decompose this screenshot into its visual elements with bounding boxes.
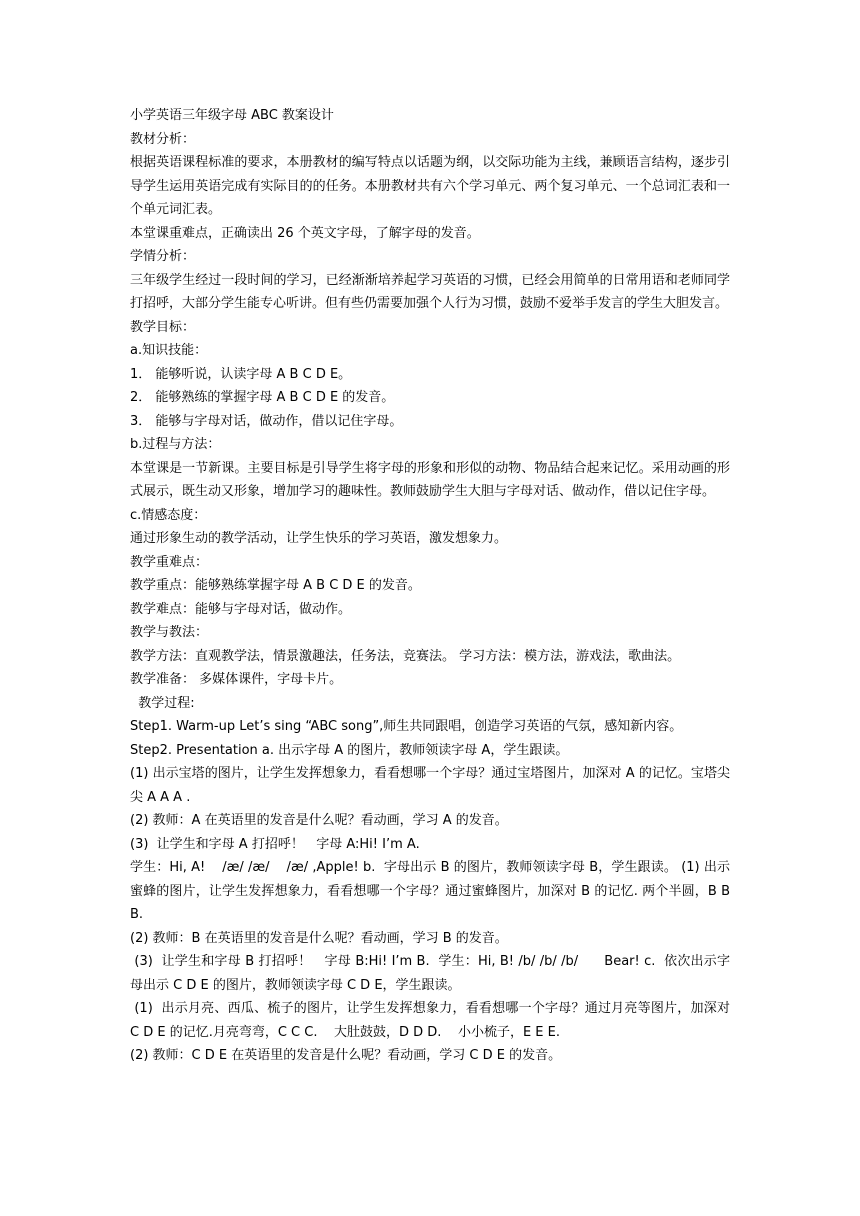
goal-item-1: 1． 能够听说，认读字母 A B C D E。 xyxy=(130,366,352,382)
subheading-knowledge: a.知识技能： xyxy=(130,343,208,358)
step-1: Step1. Warm-up Let’s sing “ABC song”,师生共同跟唱，创造学习英语的气氛，感知新内容。 xyxy=(130,719,683,734)
procedure-c-2: (2) 教师：C D E 在英语里的发音是什么呢？看动画，学习 C D E 的发音。 xyxy=(130,1048,562,1063)
procedure-b-3: (3) 让学生和字母 B 打招呼！ 字母 B:Hi! I’m B. 学生：Hi, B! /b/ /b/ /b/ Bear! c. 依次出示字母出示 C D E 的图片，教师领读字母 C D E，学生跟读。 xyxy=(130,954,731,993)
goal-item-3: 3． 能够与字母对话，做动作，借以记住字母。 xyxy=(130,413,403,429)
paragraph-process: 本堂课是一节新课。主要目标是引导学生将字母的形象和形似的动物、物品结合起来记忆。采用动画的形式展示，既生动又形象，增加学习的趣味性。教师鼓励学生大胆与字母对话、做动作，借以记住字母。 xyxy=(130,460,730,499)
paragraph-preparation: 教学准备： 多媒体课件，字母卡片。 xyxy=(130,672,343,687)
section-heading-methods: 教学与教法： xyxy=(130,625,209,640)
subheading-attitude: c.情感态度： xyxy=(130,507,207,523)
paragraph-key-points: 本堂课重难点，正确读出 26 个英文字母，了解字母的发音。 xyxy=(130,225,480,241)
procedure-c-1: (1) 出示月亮、西瓜、梳子的图片，让学生发挥想象力，看看想哪一个字母？通过月亮等图片，加深对 C D E 的记忆.月亮弯弯，C C C. 大肚鼓鼓，D D D. 小小梳子，E E E. xyxy=(130,1001,735,1040)
goal-item-2: 2． 能够熟练的掌握字母 A B C D E 的发音。 xyxy=(130,390,395,405)
section-heading-materials: 教材分析： xyxy=(130,131,196,147)
procedure-a-3: (3) 让学生和字母 A 打招呼！ 字母 A:Hi! I’m A. xyxy=(130,836,420,852)
doc-title: 小学英语三年级字母 ABC 教案设计 xyxy=(130,108,334,123)
paragraph-methods: 教学方法：直观教学法，情景激趣法，任务法，竞赛法。 学习方法：模方法，游戏法，歌曲法。 xyxy=(130,648,681,664)
paragraph-difficulty: 教学难点：能够与字母对话，做动作。 xyxy=(130,601,352,617)
section-heading-goals: 教学目标： xyxy=(130,319,196,335)
section-heading-procedure: 教学过程: xyxy=(130,695,195,711)
section-heading-focus: 教学重难点： xyxy=(130,554,209,570)
procedure-a-2: (2) 教师：A 在英语里的发音是什么呢？看动画，学习 A 的发音。 xyxy=(130,813,508,828)
paragraph-materials: 根据英语课程标准的要求，本册教材的编写特点以话题为纲，以交际功能为主线，兼顾语言结构，逐步引导学生运用英语完成有实际目的的任务。本册教材共有六个学习单元、两个复习单元、一个总词汇表和一个单元词汇表。 xyxy=(130,155,730,217)
lesson-plan-text xyxy=(130,104,735,1068)
section-heading-students: 学情分析： xyxy=(130,249,196,264)
paragraph-focus: 教学重点：能够熟练掌握字母 A B C D E 的发音。 xyxy=(130,578,421,593)
procedure-b-2: (2) 教师：B 在英语里的发音是什么呢？看动画，学习 B 的发音。 xyxy=(130,930,508,946)
subheading-process: b.过程与方法： xyxy=(130,437,221,452)
step-2: Step2. Presentation a. 出示字母 A 的图片，教师领读字母 A，学生跟读。 xyxy=(130,742,569,758)
paragraph-students: 三年级学生经过一段时间的学习，已经渐渐培养起学习英语的习惯，已经会用简单的日常用语和老师同学打招呼，大部分学生能专心听讲。但有些仍需要加强个人行为习惯，鼓励不爱举手发言的学生大胆发言。 xyxy=(130,272,730,311)
procedure-a-1: (1) 出示宝塔的图片，让学生发挥想象力，看看想哪一个字母？通过宝塔图片，加深对 A 的记忆。宝塔尖尖 A A A . xyxy=(130,766,730,805)
paragraph-attitude: 通过形象生动的教学活动，让学生快乐的学习英语，激发想象力。 xyxy=(130,531,508,546)
procedure-b-intro: 学生：Hi, A! /æ/ /æ/ /æ/ ,Apple! b. 字母出示 B 的图片，教师领读字母 B，学生跟读。 (1) 出示蜜蜂的图片，让学生发挥想象力，看看想哪一个字母？通过蜜蜂图片，加深对 B 的记忆. 两个半圆，B B B. xyxy=(130,860,735,922)
